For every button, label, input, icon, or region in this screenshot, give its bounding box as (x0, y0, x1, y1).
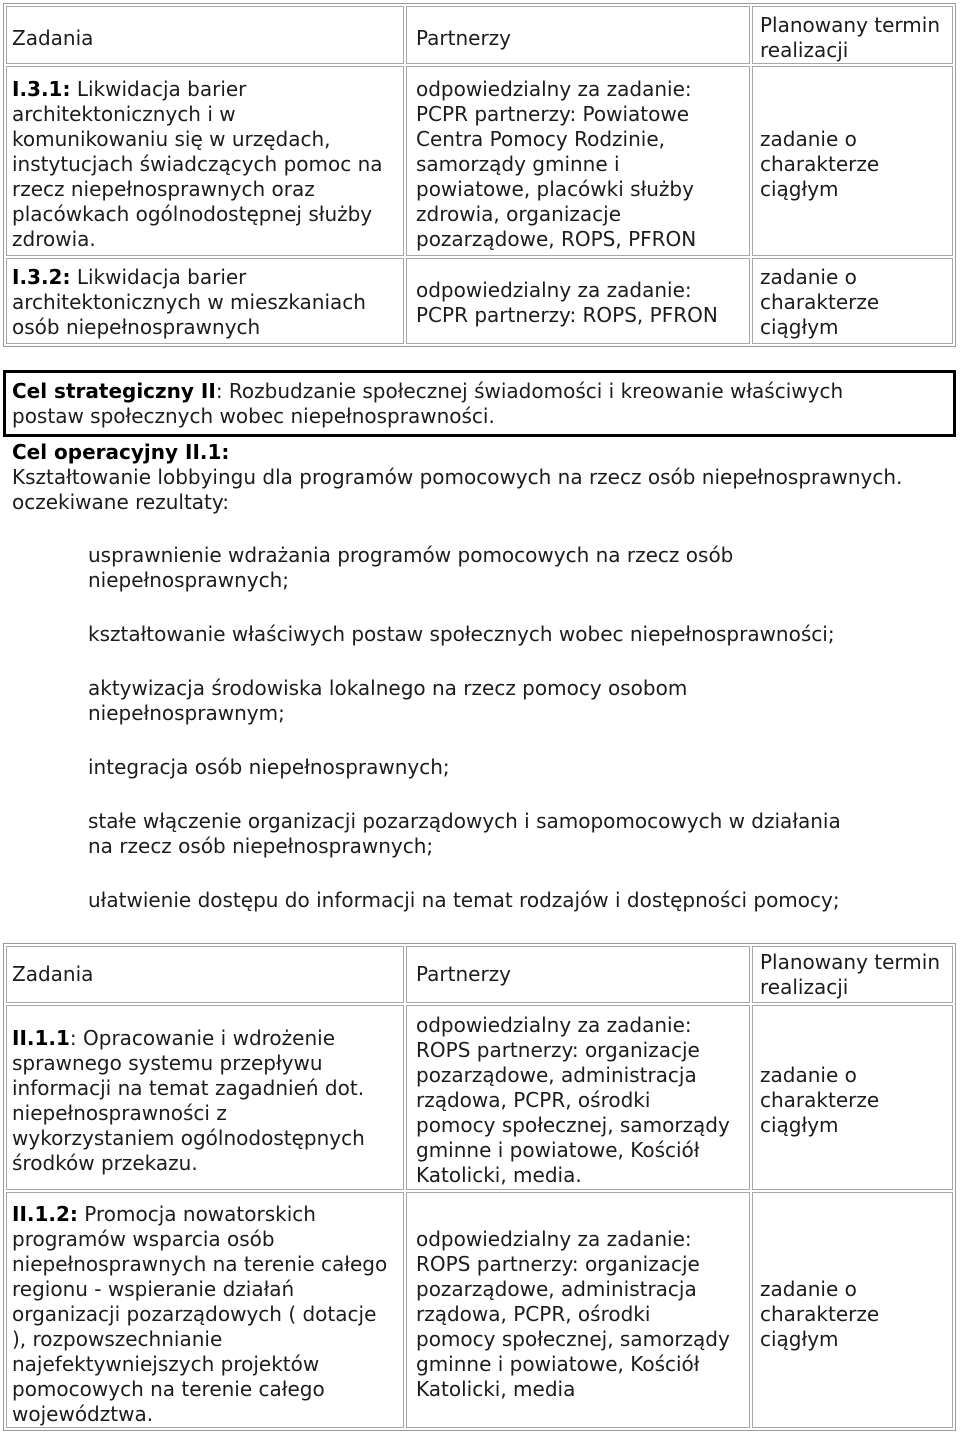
table-row (6, 1192, 953, 1428)
partners-cell (406, 1005, 750, 1190)
partners-cell (406, 66, 750, 256)
partners-cell (406, 258, 750, 344)
strategic-goal-text: : Rozbudzanie społecznej świadomości i kreowanie właściwych postaw społecznych wobec niepełnosprawności. (12, 379, 844, 428)
task-code: I.3.2: (12, 265, 71, 289)
header-partners-label: Partnerzy (416, 25, 512, 50)
deadline-cell (752, 1192, 953, 1428)
deadline-text: zadanie o charakterze ciągłym (760, 1276, 880, 1351)
deadline-cell (752, 66, 953, 256)
partners-text: odpowiedzialny za zadanie: ROPS partnerzy: organizacje pozarządowe, administracja rządowa, PCPR, ośrodki pomocy społecznej, samorządy gminne i powiatowe, Kościół Katolicki, media. (416, 1013, 730, 1187)
deadline-cell (752, 1005, 953, 1190)
task-code: II.1.2: (12, 1201, 78, 1226)
task-text: Promocja nowatorskich programów wsparcia osób niepełnosprawnych na terenie całego regionu - wspieranie działań organizacji pozarządowych ( dotacje ), rozpowszechnianie najefektywniejszych projektów pomocowych na terenie całego województwa. (12, 1201, 388, 1426)
operational-goal-label: Cel operacyjny II.1: (12, 440, 230, 464)
table-header-row (6, 6, 953, 64)
deadline-text: zadanie o charakterze ciągłym (760, 126, 880, 201)
header-tasks-label: Zadania (12, 962, 94, 986)
deadline-text: zadanie o charakterze ciągłym (760, 1063, 880, 1137)
list-item: aktywizacja środowiska lokalnego na rzecz pomocy osobom niepełnosprawnym; (88, 676, 688, 725)
partners-cell (406, 1192, 750, 1428)
deadline-text: zadanie o charakterze ciągłym (760, 265, 880, 339)
task-code: I.3.1: (12, 76, 71, 101)
list-item: kształtowanie właściwych postaw społecznych wobec niepełnosprawności; (88, 622, 835, 646)
strategic-goal-label: Cel strategiczny II (12, 379, 216, 403)
task-cell (6, 1192, 404, 1428)
operational-goal-text: Kształtowanie lobbyingu dla programów pomocowych na rzecz osób niepełnosprawnych. (12, 465, 903, 489)
partners-text: odpowiedzialny za zadanie: PCPR partnerzy: ROPS, PFRON (416, 277, 718, 327)
expected-results-label: oczekiwane rezultaty: (12, 490, 230, 514)
partners-text: odpowiedzialny za zadanie: ROPS partnerzy: organizacje pozarządowe, administracja rządowa, PCPR, ośrodki pomocy społecznej, samorządy gminne i powiatowe, Kościół Katolicki, media (416, 1226, 730, 1401)
header-partners-label: Partnerzy (416, 962, 512, 986)
task-text: : Opracowanie i wdrożenie sprawnego systemu przepływu informacji na temat zagadnień dot. niepełnosprawności z wykorzystaniem ogólnodostępnych środków przekazu. (12, 1025, 365, 1175)
list-item: integracja osób niepełnosprawnych; (88, 755, 450, 779)
expected-results-list (88, 543, 948, 942)
header-tasks-label: Zadania (12, 25, 94, 50)
list-item: stałe włączenie organizacji pozarządowych i samopomocowych w działania na rzecz osób niepełnosprawnych; (88, 809, 841, 858)
table-header-row (6, 946, 953, 1003)
table-row (6, 258, 953, 344)
task-text: Likwidacja barier architektonicznych i w komunikowaniu się w urzędach, instytucjach świadczących pomoc na rzecz niepełnosprawnych oraz placówkach ogólnodostępnej służby zdrowia. (12, 76, 383, 251)
header-deadline-label: Planowany termin realizacji (760, 949, 940, 999)
list-item: usprawnienie wdrażania programów pomocowych na rzecz osób niepełnosprawnych; (88, 543, 734, 592)
header-deadline (752, 6, 953, 64)
header-deadline-label: Planowany termin realizacji (760, 13, 940, 62)
tasks-table-top (3, 3, 956, 347)
deadline-cell (752, 258, 953, 344)
task-cell (6, 258, 404, 344)
strategic-goal-box (3, 370, 956, 437)
operational-goal-label-line (12, 440, 952, 465)
header-partners (406, 6, 750, 64)
task-code: II.1.1 (12, 1025, 70, 1050)
task-cell (6, 66, 404, 256)
table-row (6, 66, 953, 256)
partners-text: odpowiedzialny za zadanie: PCPR partnerzy: Powiatowe Centra Pomocy Rodzinie, samorządy gminne i powiatowe, placówki służby zdrowia, organizacje pozarządowe, ROPS, PFRON (416, 76, 697, 251)
header-tasks (6, 6, 404, 64)
header-deadline (752, 946, 953, 1003)
operational-goal (12, 440, 952, 515)
list-item: ułatwienie dostępu do informacji na temat rodzajów i dostępności pomocy; (88, 888, 840, 912)
header-tasks (6, 946, 404, 1003)
header-partners (406, 946, 750, 1003)
task-text: Likwidacja barier architektonicznych w mieszkaniach osób niepełnosprawnych (12, 265, 366, 339)
table-row (6, 1005, 953, 1190)
tasks-table-bottom (3, 943, 956, 1431)
task-cell (6, 1005, 404, 1190)
